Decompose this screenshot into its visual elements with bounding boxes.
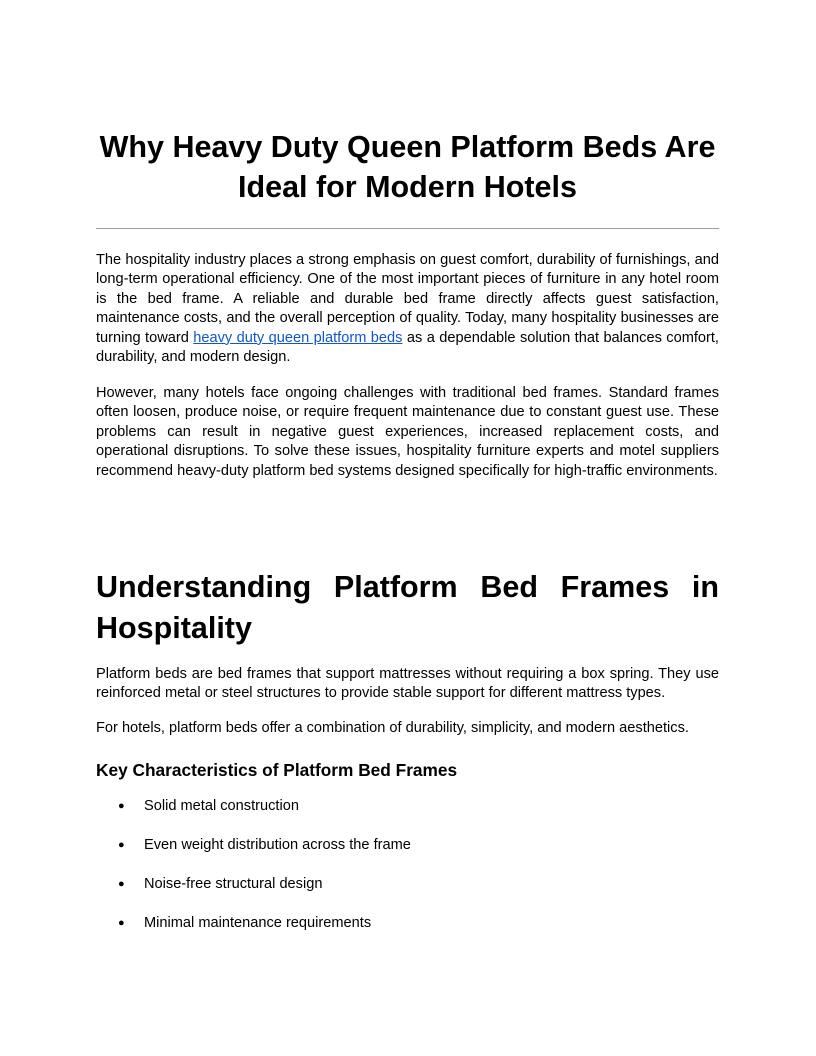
list-item [96,874,719,913]
list-item-text: Even weight distribution across the frame [144,837,411,853]
bullet-icon: ● [118,878,125,890]
key-characteristics-heading: Key Characteristics of Platform Bed Frames [96,760,458,780]
list-item [96,835,719,874]
intro-text-after-link: as a dependable solution that balances comfort, durability, and modern design. [96,329,719,366]
intro-text-before-link: The hospitality industry places a strong emphasis on guest comfort, durability of furnishings, and long-term operational efficiency. One of the most important pieces of furniture in any hotel room is the bed frame. A reliable and durable bed frame directly affects guest satisfaction, maintenance costs, and the overall perception of quality. Today, many hospitality businesses are turning toward [96,252,719,346]
bullet-icon: ● [118,839,125,851]
section-heading: Understanding Platform Bed Frames in Hospitality [96,570,719,645]
bullet-icon: ● [118,800,125,812]
page-title: Why Heavy Duty Queen Platform Beds Are Ideal for Modern Hotels [99,130,716,204]
list-item-text: Minimal maintenance requirements [144,915,372,931]
challenges-paragraph: However, many hotels face ongoing challenges with traditional bed frames. Standard frames often loosen, produce noise, or require frequent maintenance due to constant guest use. These problems can result in negative guest experiences, increased replacement costs, and operational disruptions. To solve these issues, hospitality furniture experts and motel suppliers recommend heavy-duty platform bed systems designed specifically for high-traffic environments. [96,385,719,479]
section-paragraph-2: For hotels, platform beds offer a combination of durability, simplicity, and modern aesthetics. [96,720,689,736]
heavy-duty-beds-link[interactable]: heavy duty queen platform beds [193,329,403,346]
title-divider [96,228,719,229]
section-paragraph-1: Platform beds are bed frames that support mattresses without requiring a box spring. They use reinforced metal or steel structures to provide stable support for different mattress types. [96,666,719,702]
list-item-text: Noise-free structural design [144,876,323,892]
characteristics-list [96,796,719,952]
bullet-icon: ● [118,917,125,929]
list-item [96,796,719,835]
list-item-text: Solid metal construction [144,798,299,814]
list-item [96,913,719,952]
intro-paragraph [96,251,719,367]
